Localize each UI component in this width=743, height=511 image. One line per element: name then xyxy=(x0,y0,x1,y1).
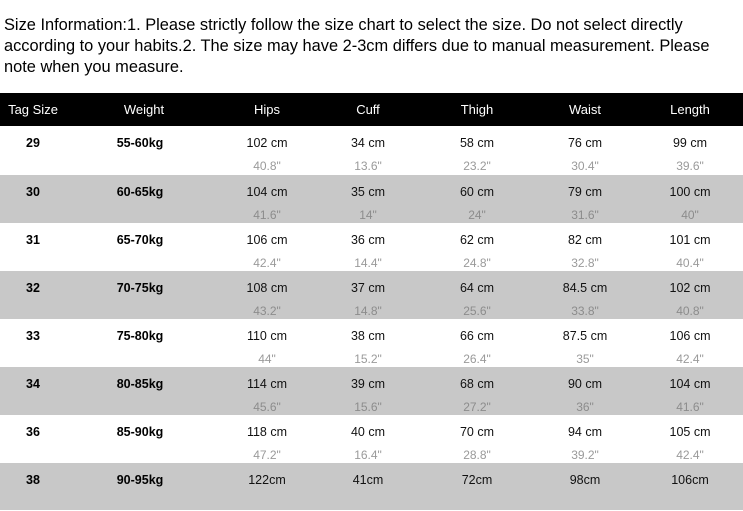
waist-inch-cell: 30.4" xyxy=(571,159,599,173)
hips-cm-cell: 118 cm xyxy=(246,425,288,439)
table-row xyxy=(0,126,743,175)
tag-size-cell: 29 xyxy=(26,136,40,150)
cuff-inch-cell: 14.8" xyxy=(354,304,382,318)
thigh-cm-cell: 60 cm xyxy=(459,185,495,199)
weight-cell: 65-70kg xyxy=(116,233,164,247)
thigh-inch-cell: 24" xyxy=(468,208,486,222)
cuff-inch-cell: 15.6" xyxy=(354,400,382,414)
table-header xyxy=(0,93,743,126)
waist-cm-cell: 82 cm xyxy=(567,233,603,247)
tag-size-cell: 38 xyxy=(26,473,40,487)
size-chart-table xyxy=(0,93,743,510)
header-thigh: Thigh xyxy=(460,102,494,117)
tag-size-cell: 30 xyxy=(26,185,40,199)
length-cm-cell: 99 cm xyxy=(672,136,708,150)
length-inch-cell: 42.4" xyxy=(676,448,704,462)
weight-cell: 75-80kg xyxy=(116,329,164,343)
weight-cell: 60-65kg xyxy=(116,185,164,199)
length-cm-cell: 106cm xyxy=(671,473,709,487)
waist-cm-cell: 79 cm xyxy=(567,185,603,199)
thigh-inch-cell: 23.2" xyxy=(463,159,491,173)
table-row xyxy=(0,271,743,319)
waist-inch-cell: 39.2" xyxy=(571,448,599,462)
cuff-inch-cell: 16.4" xyxy=(354,448,382,462)
length-cm-cell: 106 cm xyxy=(669,329,711,343)
hips-cm-cell: 102 cm xyxy=(246,136,288,150)
thigh-cm-cell: 62 cm xyxy=(459,233,495,247)
waist-cm-cell: 87.5 cm xyxy=(562,329,608,343)
waist-inch-cell: 31.6" xyxy=(571,208,599,222)
thigh-inch-cell: 24.8" xyxy=(463,256,491,270)
tag-size-cell: 34 xyxy=(26,377,40,391)
waist-inch-cell: 35" xyxy=(576,352,594,366)
hips-inch-cell: 43.2" xyxy=(253,304,281,318)
header-cuff: Cuff xyxy=(356,102,380,117)
waist-inch-cell: 32.8" xyxy=(571,256,599,270)
hips-inch-cell: 42.4" xyxy=(253,256,281,270)
table-row xyxy=(0,367,743,415)
waist-cm-cell: 94 cm xyxy=(567,425,603,439)
hips-cm-cell: 114 cm xyxy=(246,377,288,391)
weight-cell: 90-95kg xyxy=(116,473,164,487)
length-cm-cell: 100 cm xyxy=(669,185,711,199)
size-information-text: Size Information:1. Please strictly follow the size chart to select the size. Do not select directly according to your habits.2. The size may have 2-3cm differs due to manual measurement. Please note when you measure. xyxy=(4,16,710,76)
cuff-cm-cell: 34 cm xyxy=(350,136,386,150)
hips-cm-cell: 110 cm xyxy=(246,329,288,343)
table-row xyxy=(0,223,743,271)
length-cm-cell: 102 cm xyxy=(669,281,711,295)
cuff-inch-cell: 13.6" xyxy=(354,159,382,173)
waist-cm-cell: 90 cm xyxy=(567,377,603,391)
header-waist: Waist xyxy=(568,102,602,117)
tag-size-cell: 36 xyxy=(26,425,40,439)
thigh-cm-cell: 70 cm xyxy=(459,425,495,439)
length-inch-cell: 42.4" xyxy=(676,352,704,366)
thigh-inch-cell: 26.4" xyxy=(463,352,491,366)
thigh-cm-cell: 58 cm xyxy=(459,136,495,150)
length-inch-cell: 41.6" xyxy=(676,400,704,414)
waist-cm-cell: 98cm xyxy=(569,473,601,487)
length-inch-cell: 39.6" xyxy=(676,159,704,173)
hips-inch-cell: 40.8" xyxy=(253,159,281,173)
header-hips: Hips xyxy=(253,102,280,117)
thigh-cm-cell: 68 cm xyxy=(459,377,495,391)
waist-inch-cell: 33.8" xyxy=(571,304,599,318)
weight-cell: 70-75kg xyxy=(116,281,164,295)
table-row xyxy=(0,463,743,510)
length-inch-cell: 40.4" xyxy=(676,256,704,270)
hips-inch-cell: 45.6" xyxy=(253,400,281,414)
waist-cm-cell: 84.5 cm xyxy=(562,281,608,295)
tag-size-cell: 33 xyxy=(26,329,40,343)
length-cm-cell: 101 cm xyxy=(669,233,711,247)
header-tag-size: Tag Size xyxy=(8,102,58,117)
thigh-cm-cell: 72cm xyxy=(461,473,493,487)
weight-cell: 85-90kg xyxy=(116,425,164,439)
cuff-cm-cell: 40 cm xyxy=(350,425,386,439)
hips-cm-cell: 122cm xyxy=(248,473,286,487)
cuff-inch-cell: 14" xyxy=(359,208,377,222)
tag-size-cell: 31 xyxy=(26,233,40,247)
cuff-cm-cell: 41cm xyxy=(352,473,384,487)
cuff-cm-cell: 39 cm xyxy=(350,377,386,391)
hips-inch-cell: 47.2" xyxy=(253,448,281,462)
length-inch-cell: 40.8" xyxy=(676,304,704,318)
length-cm-cell: 104 cm xyxy=(669,377,711,391)
hips-inch-cell: 44" xyxy=(258,352,276,366)
thigh-cm-cell: 64 cm xyxy=(459,281,495,295)
cuff-cm-cell: 38 cm xyxy=(350,329,386,343)
thigh-inch-cell: 25.6" xyxy=(463,304,491,318)
header-length: Length xyxy=(670,102,710,117)
hips-cm-cell: 106 cm xyxy=(246,233,288,247)
cuff-cm-cell: 35 cm xyxy=(350,185,386,199)
thigh-inch-cell: 27.2" xyxy=(463,400,491,414)
table-row xyxy=(0,415,743,463)
table-row xyxy=(0,175,743,223)
hips-cm-cell: 108 cm xyxy=(246,281,288,295)
thigh-inch-cell: 28.8" xyxy=(463,448,491,462)
cuff-cm-cell: 36 cm xyxy=(350,233,386,247)
table-row xyxy=(0,319,743,367)
cuff-inch-cell: 14.4" xyxy=(354,256,382,270)
hips-cm-cell: 104 cm xyxy=(246,185,288,199)
cuff-cm-cell: 37 cm xyxy=(350,281,386,295)
weight-cell: 55-60kg xyxy=(116,136,164,150)
waist-inch-cell: 36" xyxy=(576,400,594,414)
length-cm-cell: 105 cm xyxy=(669,425,711,439)
length-inch-cell: 40" xyxy=(681,208,699,222)
tag-size-cell: 32 xyxy=(26,281,40,295)
hips-inch-cell: 41.6" xyxy=(253,208,281,222)
cuff-inch-cell: 15.2" xyxy=(354,352,382,366)
weight-cell: 80-85kg xyxy=(116,377,164,391)
waist-cm-cell: 76 cm xyxy=(567,136,603,150)
thigh-cm-cell: 66 cm xyxy=(459,329,495,343)
header-weight: Weight xyxy=(123,102,165,117)
